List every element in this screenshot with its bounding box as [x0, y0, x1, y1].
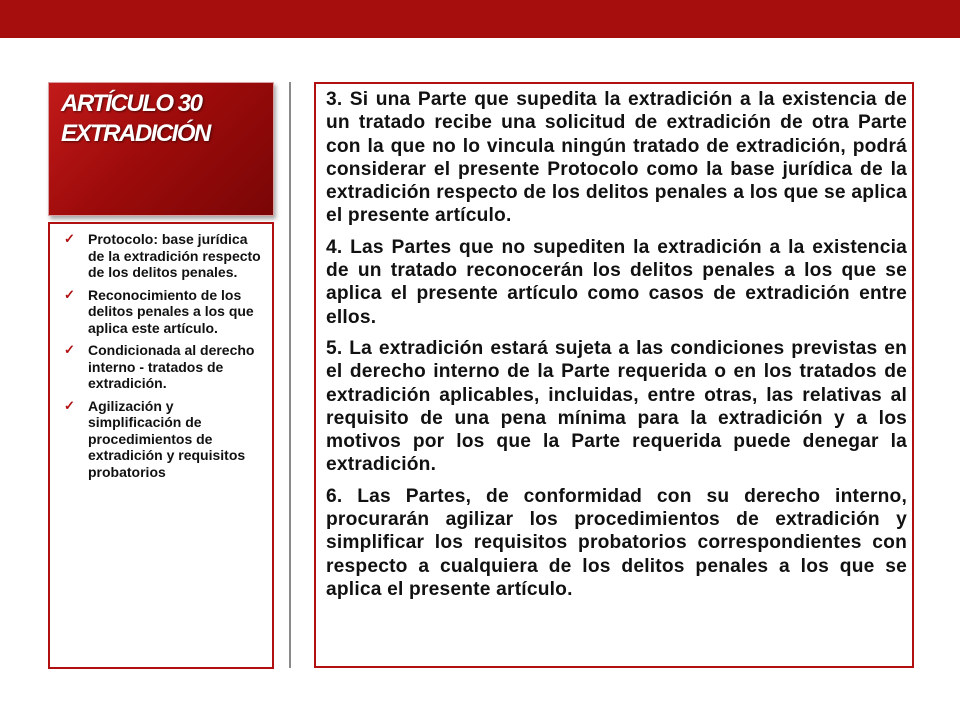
- top-banner: [0, 0, 960, 38]
- check-icon: ✓: [64, 231, 75, 246]
- title-line-2: EXTRADICIÓN: [61, 120, 210, 147]
- summary-list: [64, 231, 266, 480]
- summary-item: [64, 287, 266, 337]
- paragraph-4: 4. Las Partes que no supediten la extradición a la existencia de un tratado reconocerán los delitos penales a los que se aplica el presente artículo como casos de extradición entre ellos.: [326, 236, 907, 328]
- article-text-box: [314, 82, 914, 668]
- paragraph-3: 3. Si una Parte que supedita la extradición a la existencia de un tratado recibe una solicitud de extradición de otra Parte con la que no lo vincula ningún tratado de extradición, podrá considerar el presente Protocolo como la base jurídica de la extradición respecto de los delitos penales a los que se aplica el presente artículo.: [326, 89, 907, 227]
- summary-item: [64, 231, 266, 281]
- summary-box: [48, 222, 274, 669]
- title-box: [48, 82, 274, 216]
- check-icon: ✓: [64, 342, 75, 357]
- summary-item-text: Agilización y simplificación de procedimientos de extradición y requisitos probatorios: [88, 397, 246, 480]
- check-icon: ✓: [64, 397, 75, 413]
- summary-item-text: Protocolo: base jurídica de la extradición respecto de los delitos penales.: [88, 231, 261, 280]
- title-line-1: ARTÍCULO 30: [61, 90, 202, 117]
- summary-item-text: Reconocimiento de los delitos penales a los que aplica este artículo.: [88, 286, 254, 336]
- paragraph-6: 6. Las Partes, de conformidad con su derecho interno, procurarán agilizar los procedimientos de extradición y simplificar los requisitos probatorios correspondientes con respecto a cualquiera de los delitos penales a los que se aplica el presente artículo.: [326, 485, 907, 600]
- summary-item-text: Condicionada al derecho interno - tratados de extradición.: [88, 342, 255, 391]
- vertical-divider: [289, 82, 291, 668]
- paragraph-5: 5. La extradición estará sujeta a las condiciones previstas en el derecho interno de la Parte requerida o en los tratados de extradición aplicables, incluidas, entre otras, las relativas al requisito de una pena mínima para la extradición y a los motivos por los que la Parte requerida puede denegar la extradición.: [326, 337, 907, 476]
- summary-item: [64, 342, 266, 392]
- check-icon: ✓: [64, 286, 75, 302]
- summary-item: [64, 398, 266, 481]
